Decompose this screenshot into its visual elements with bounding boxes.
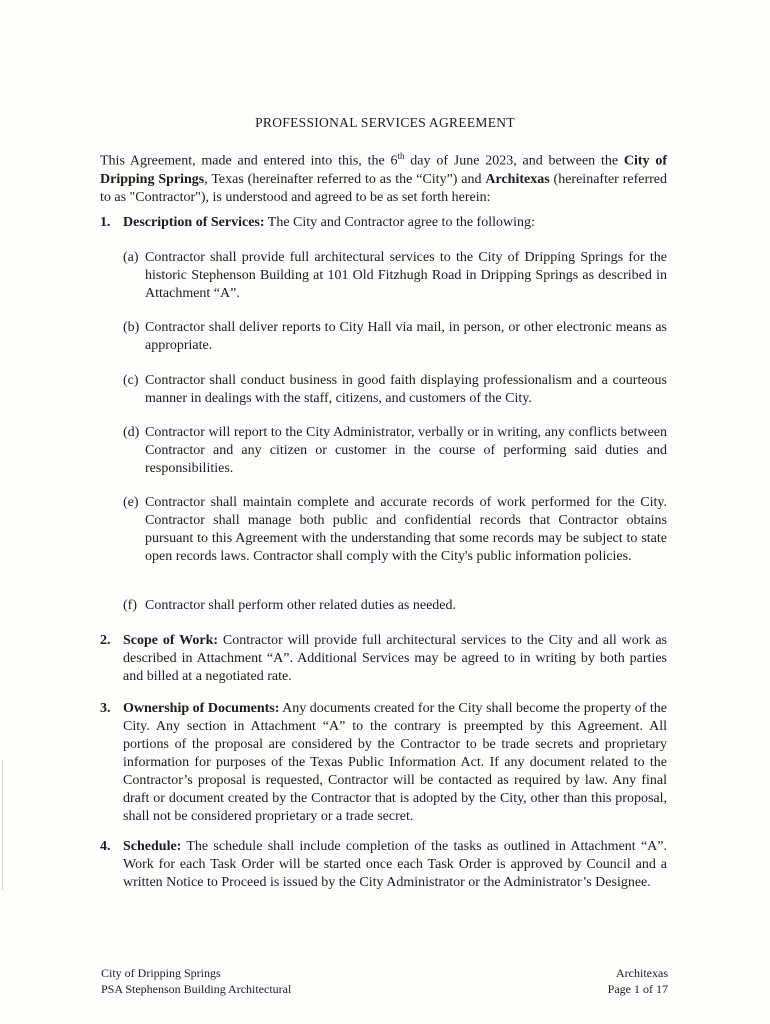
intro-text-2: day of June 2023, and between the bbox=[404, 153, 624, 169]
section-heading: Ownership of Documents: bbox=[123, 701, 280, 716]
section-heading: Scope of Work: bbox=[123, 633, 219, 648]
party-city: City of Dripping Springs bbox=[100, 153, 667, 187]
list-item bbox=[123, 319, 667, 355]
section-text: The schedule shall include completion of the tasks as outlined in Attachment “A”. Work for each Task Order will be started once each Task Order is approved by Council and a written Notice to Proceed is issued by the City Administrator or the Administrator’s Designee. bbox=[123, 839, 667, 890]
list-item-text: Contractor shall conduct business in good faith displaying professionalism and a courteous manner in dealings with the staff, citizens, and customers of the City. bbox=[145, 373, 667, 406]
list-item-text: Contractor shall perform other related duties as needed. bbox=[145, 598, 456, 613]
section-number: 3. bbox=[100, 701, 111, 716]
section-text: The City and Contractor agree to the following: bbox=[264, 215, 535, 230]
list-item-marker: (c) bbox=[123, 373, 139, 388]
scan-edge-divider bbox=[2, 760, 3, 890]
section-text: Any documents created for the City shall become the property of the City. Any section in Attachment “A” to the contrary is preempted by this Agreement. All portions of the proposal are considered by the Contractor to be trade secrets and proprietary information for purposes of the Texas Public Information Act. If any document related to the Contractor’s proposal is requested, Contractor will be contacted as required by law. Any final draft or document created by the Contractor that is adopted by the City, other than this proposal, shall not be considered proprietary or a trade secret. bbox=[123, 701, 667, 824]
section-text: Contractor will provide full architectural services to the City and all work as described in Attachment “A”. Additional Services may be agreed to in writing by both parties and billed at a negotiated rate. bbox=[123, 633, 667, 684]
list-item-text: Contractor will report to the City Administrator, verbally or in writing, any conflicts between Contractor and any citizen or customer in the course of performing said duties and responsibilities. bbox=[145, 425, 667, 476]
list-item bbox=[123, 249, 667, 303]
section-number: 4. bbox=[100, 839, 111, 854]
intro-paragraph bbox=[100, 147, 667, 207]
list-item-text: Contractor shall provide full architectural services to the City of Dripping Springs for the historic Stephenson Building at 101 Old Fitzhugh Road in Dripping Springs as described in Attachment “A”. bbox=[145, 250, 667, 301]
intro-ordinal-suffix: th bbox=[397, 151, 405, 161]
footer-document-name: PSA Stephenson Building Architectural bbox=[101, 982, 292, 996]
footer-left bbox=[101, 965, 291, 997]
section-number: 1. bbox=[100, 215, 111, 230]
intro-text-1: This Agreement, made and entered into this, the 6 bbox=[100, 153, 398, 169]
list-item-marker: (a) bbox=[123, 250, 139, 265]
list-item-marker: (b) bbox=[123, 320, 140, 335]
list-item bbox=[123, 494, 667, 566]
list-item bbox=[123, 372, 667, 408]
page-number: Page 1 of 17 bbox=[607, 982, 668, 996]
section-description-of-services bbox=[100, 214, 667, 232]
section-number: 2. bbox=[100, 633, 111, 648]
footer-organization: City of Dripping Springs bbox=[101, 966, 221, 980]
page-title: PROFESSIONAL SERVICES AGREEMENT bbox=[255, 115, 515, 130]
list-item-marker: (e) bbox=[123, 495, 139, 510]
intro-text-3: , Texas (hereinafter referred to as the “City”) and bbox=[204, 171, 486, 187]
section-heading: Description of Services: bbox=[123, 215, 265, 230]
list-item-text: Contractor shall maintain complete and accurate records of work performed for the City. Contractor shall manage both public and confidential records that Contractor obtains pursuant to this Agreement with the understanding that some records may be subject to state open records laws. Contractor shall comply with the City's public information policies. bbox=[145, 495, 667, 564]
list-item bbox=[123, 597, 667, 615]
section-heading: Schedule: bbox=[123, 839, 182, 854]
party-contractor: Architexas bbox=[485, 171, 550, 187]
section-schedule bbox=[100, 838, 667, 892]
list-item-marker: (d) bbox=[123, 425, 140, 440]
footer-right bbox=[608, 965, 668, 997]
section-ownership-of-documents bbox=[100, 700, 667, 826]
list-item bbox=[123, 424, 667, 478]
list-item-text: Contractor shall deliver reports to City Hall via mail, in person, or other electronic means as appropriate. bbox=[145, 320, 667, 353]
section-scope-of-work bbox=[100, 632, 667, 686]
footer-contractor: Architexas bbox=[616, 966, 668, 980]
list-item-marker: (f) bbox=[123, 598, 137, 613]
intro-text-4: (hereinafter referred to as "Contractor"), is understood and agreed to be as set forth herein: bbox=[100, 171, 667, 205]
